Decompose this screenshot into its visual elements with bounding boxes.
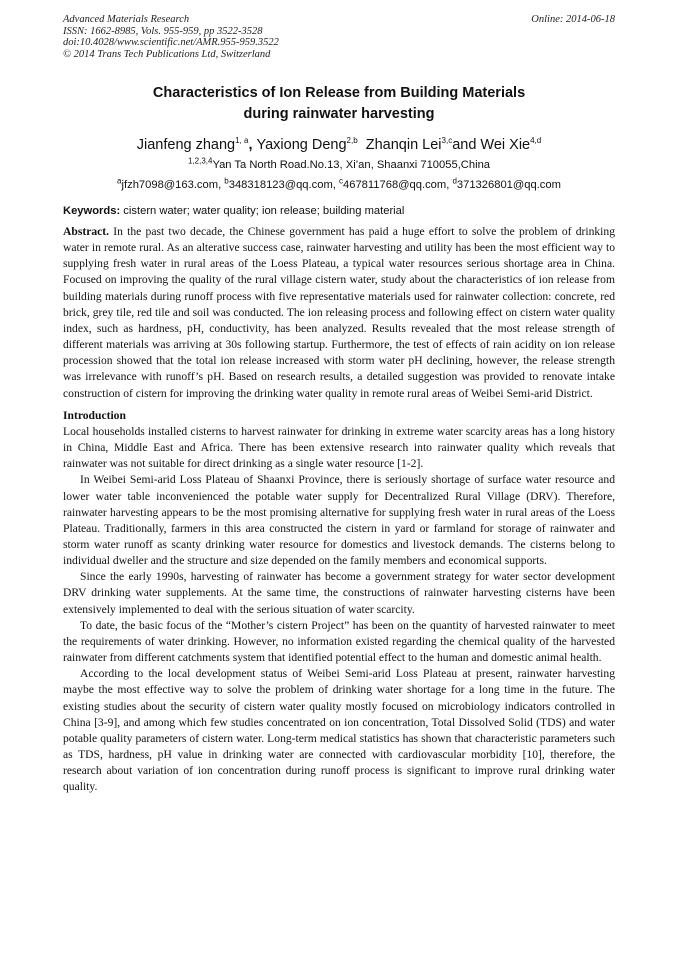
author-affiliation-mark: 3,c	[441, 136, 453, 146]
email-address: 348318123@qq.com,	[228, 179, 339, 191]
abstract	[63, 224, 615, 402]
title-line-2: during rainwater harvesting	[243, 106, 435, 122]
journal-name: Advanced Materials Research	[63, 14, 190, 25]
email-mark: d	[452, 176, 457, 186]
author-name: Jianfeng zhang	[136, 137, 236, 153]
title-line-1: Characteristics of Ion Release from Building Materials	[152, 85, 526, 101]
intro-paragraph: Local households installed cisterns to harvest rainwater for drinking in extreme water scarcity areas has a long history in China, Middle East and Africa. There has been extensive research into rainwater quality which reveals that rainwater was not suitable for direct drinking as a single water resource [1-2].	[63, 424, 615, 471]
paper-page	[63, 14, 615, 795]
intro-paragraph: According to the local development status of Weibei Semi-arid Loss Plateau at present, rainwater harvesting maybe the most effective way to solve the problem of drinking water shortage for a long time in the future. The existing studies about the security of cistern water quality mostly focused on microbiology indicators controlled in China [3-9], and among which few studies concentrated on ion concentration, Total Dissolved Solid (TDS) and water potable quality parameters of cistern water. Long-term medical statistics has shown that characteristic parameters such as TDS, hardness, pH value in drinking water are connected with cardiovascular morbidity [10], therefore, the research about variation of ion concentration during runoff process is significant to improve rural drinking water quality.	[63, 667, 615, 794]
issn-line: ISSN: 1662-8985, Vols. 955-959, pp 3522-3528	[63, 25, 263, 37]
section-heading-introduction: Introduction	[63, 408, 126, 422]
email-address: 371326801@qq.com	[456, 179, 561, 191]
email-address: jfzh7098@163.com,	[121, 179, 225, 191]
email-mark: b	[224, 176, 229, 186]
author-name: Yaxiong Deng	[256, 137, 347, 153]
author-affiliation-mark: 4,d	[530, 136, 542, 146]
affiliation	[63, 158, 615, 172]
intro-paragraph: In Weibei Semi-arid Loss Plateau of Shaanxi Province, there is seriously shortage of surface water resource and lower water table inconvenienced the potable water supply for Decentralized Rural Village (DRV). Therefore, rainwater harvesting appears to be the most promising alternative for supplying fresh water in rural areas of the Loess Plateau. Traditionally, farmers in this area constructed the cistern in yard or farmland for storage of rainwater and storm water runoff as scanty drinking water resource for domestics and livestock demands. The cisterns belong to individual dweller and the structure and size depended on the family members and economical supports.	[63, 473, 615, 568]
copyright-line: © 2014 Trans Tech Publications Ltd, Switzerland	[63, 48, 271, 60]
abstract-text: In the past two decade, the Chinese government has paid a huge effort to solve the problem of drinking water in remote rural. As an alterative success case, rainwater harvesting and utility has been the most efficient way to supplying fresh water in rural areas of the Loess Plateau, a typical water resources serious shortage area in China. Focused on improving the quality of the rural village cistern water, study about the characteristics of ion release from building materials during runoff process with five representative materials used for rainwater collection: concrete, red brick, grey tile, red tile and soil was conducted. The ion releasing process and following effect on cistern water quality index, such as hardness, pH, conductivity, has been analyzed. Results revealed that the most release strength of different materials was arriving at 30s following startup. Furthermore, the test of effects of rain acidity on ion release procession showed that the total ion release increased with storm water pH declining, however, the release strength was irrelevance with runoff’s pH. Based on research results, a detailed suggestion was provided to renovate intake construction of cistern for improving the drinking water quality in remote rural areas of Weibei Semi-arid District.	[63, 225, 615, 400]
intro-paragraph: Since the early 1990s, harvesting of rainwater has become a government strategy for water sector development DRV drinking water supplements. At the same time, the constructions of rainwater harvesting cisterns have been extensively implemented to deal with the serious situation of water scarcity.	[63, 570, 615, 616]
abstract-label: Abstract.	[63, 225, 110, 238]
keywords	[63, 204, 615, 218]
author-emails	[63, 178, 615, 192]
journal-header	[63, 14, 615, 60]
doi-line: doi:10.4028/www.scientific.net/AMR.955-959.3522	[63, 37, 279, 48]
email-mark: a	[117, 176, 122, 186]
author-affiliation-mark: 2,b	[346, 136, 358, 146]
author-list: Jianfeng zhang$^{1, a}$, Yaxiong Deng$^{2,b}$ Zhanqin Lei$^{3,c}$and Wei Xie$^{4,d}$	[136, 136, 542, 153]
paper-title	[63, 83, 615, 125]
intro-paragraph: To date, the basic focus of the “Mother’s cistern Project” has been on the quantity of harvested rainwater to meet the requirements of water drinking. However, no information existed regarding the chemical quality of the harvested rainwater from different catchments system that identified potential effect to the human and domestic animal health.	[63, 618, 615, 665]
keywords-text: cistern water; water quality; ion release; building material	[120, 205, 405, 217]
email-mark: c	[339, 176, 343, 186]
online-date: Online: 2014-06-18	[531, 14, 615, 25]
email-address: 467811768@qq.com,	[343, 179, 453, 191]
author-name: Zhanqin Lei	[365, 137, 442, 153]
keywords-label: Keywords:	[63, 205, 121, 217]
author-name: and Wei Xie	[452, 137, 531, 153]
author-affiliation-mark: 1, a	[235, 136, 249, 146]
affiliation-address: Yan Ta North Road.No.13, Xi’an, Shaanxi 710055,China	[212, 159, 491, 171]
affiliation-mark: 1,2,3,4	[187, 156, 213, 166]
